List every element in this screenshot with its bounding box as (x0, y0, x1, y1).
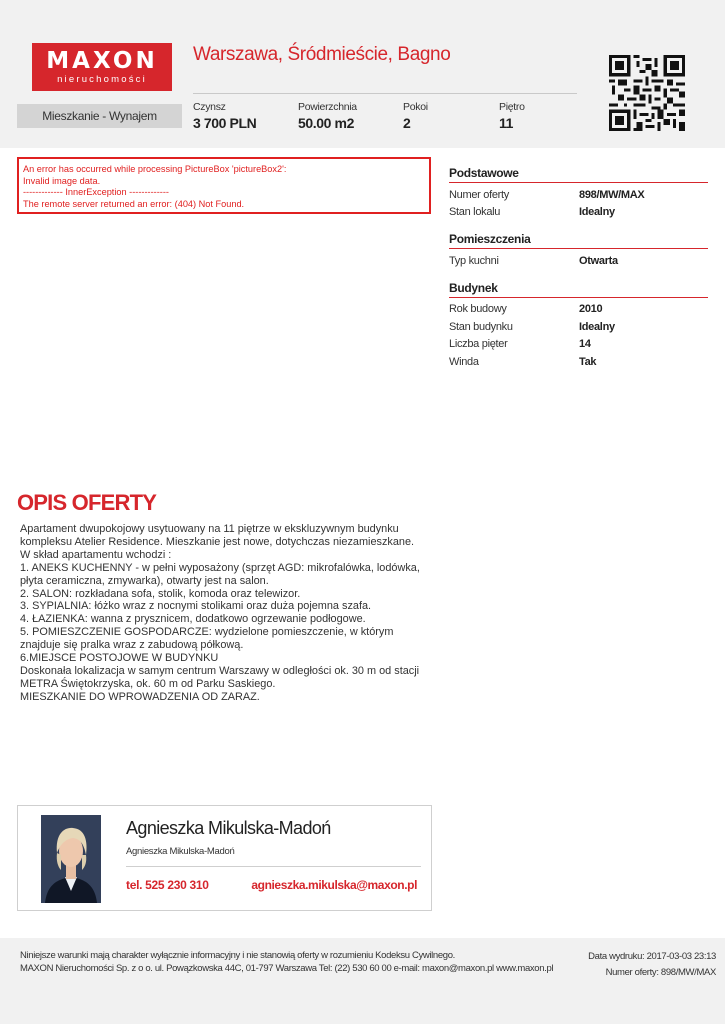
agent-subtitle: Agnieszka Mikulska-Madoń (126, 846, 235, 857)
agent-divider (126, 866, 421, 867)
error-line: ------------- InnerException ------------- (23, 187, 169, 197)
detail-value: Idealny (579, 320, 615, 333)
detail-value: Otwarta (579, 254, 618, 267)
agent-email-link[interactable]: agnieszka.mikulska@maxon.pl (251, 878, 417, 892)
detail-key: Rok budowy (449, 303, 507, 316)
detail-row (449, 252, 708, 270)
qr-code-icon (609, 55, 685, 131)
section-title: Pomieszczenia (449, 232, 708, 249)
stat-value: 11 (499, 115, 513, 131)
detail-value: 2010 (579, 303, 603, 316)
description-line: 4. ŁAZIENKA: wanna z prysznicem, dodatkowo ogrzewanie podłogowe. (20, 613, 366, 626)
detail-row (449, 204, 708, 222)
description-line: W skład apartamentu wchodzi : (20, 548, 172, 561)
logo-brand: MAXON (46, 48, 158, 74)
agent-phone-link[interactable]: tel. 525 230 310 (126, 878, 209, 892)
detail-row (449, 353, 708, 371)
detail-value: 14 (579, 338, 591, 351)
header (0, 0, 725, 148)
section-title: Podstawowe (449, 166, 708, 183)
footer (0, 938, 725, 1024)
section-rooms (449, 232, 708, 270)
section-basic (449, 166, 708, 221)
section-building (449, 281, 708, 371)
detail-row (449, 318, 708, 336)
details-panel (449, 166, 708, 382)
title-divider (193, 93, 577, 94)
detail-key: Typ kuchni (449, 254, 499, 267)
image-error-box (17, 157, 431, 214)
stat-area (298, 101, 357, 131)
stat-label: Czynsz (193, 101, 226, 113)
stat-value: 3 700 PLN (193, 115, 257, 131)
section-title: Budynek (449, 281, 708, 298)
agent-card (17, 805, 432, 911)
description-line: 5. POMIESZCZENIE GOSPODARCZE: wydzielone pomieszczenie, w którym (20, 626, 394, 639)
stat-value: 2 (403, 115, 411, 131)
stat-label: Piętro (499, 101, 525, 113)
description-line: kompleksu Atelier Residence. Mieszkanie jest nowe, dotychczas niezamieszkane. (20, 535, 415, 548)
agent-name: Agnieszka Mikulska-Madoń (126, 818, 331, 838)
description-line: 2. SALON: rozkładana sofa, stolik, komoda oraz telewizor. (20, 587, 301, 600)
stat-value: 50.00 m2 (298, 115, 354, 131)
detail-key: Numer oferty (449, 188, 509, 201)
stat-label: Pokoi (403, 101, 428, 113)
detail-value: Idealny (579, 206, 615, 219)
detail-row (449, 336, 708, 354)
description-line: 3. SYPIALNIA: łóżko wraz z nocnymi stolikami oraz duża pojemna szafa. (20, 600, 372, 613)
description-line: 6.MIEJSCE POSTOJOWE W BUDYNKU (20, 652, 219, 665)
detail-row (449, 186, 708, 204)
maxon-logo (32, 43, 172, 91)
listing-type-badge: Mieszkanie - Wynajem (17, 104, 182, 128)
footer-company: MAXON Nieruchomości Sp. z o o. ul. Powązkowska 44C, 01-797 Warszawa Tel: (22) 530 60 00 e-mail: maxon@maxon.pl www.maxon.pl (20, 963, 554, 974)
agent-photo (41, 815, 101, 903)
detail-key: Stan lokalu (449, 206, 501, 219)
description-line: METRA Świętokrzyska, ok. 60 m od Parku Saskiego. (20, 677, 276, 690)
detail-value: Tak (579, 355, 597, 368)
stat-floor (499, 101, 525, 131)
description-line: Doskonała lokalizacja w samym centrum Warszawy w odległości ok. 30 m od stacji (20, 664, 420, 677)
description-line: Apartament dwupokojowy usytuowany na 11 piętrze w ekskluzywnym budynku (20, 523, 399, 535)
error-line: Invalid image data. (23, 175, 101, 186)
description-line: MIESZKANIE DO WPROWADZENIA OD ZARAZ. (20, 690, 260, 703)
description-line: płyta ceramiczna, zmywarka), otwarty jest na salon. (20, 574, 269, 587)
detail-row (449, 301, 708, 319)
footer-offer-number: Numer oferty: 898/MW/MAX (605, 967, 716, 978)
error-line: The remote server returned an error: (404) Not Found. (23, 198, 245, 209)
description-line: znajduje się pralka wraz z zabudową półkową. (20, 639, 244, 652)
listing-title: Warszawa, Śródmieście, Bagno (193, 44, 451, 65)
detail-key: Stan budynku (449, 320, 513, 333)
stat-rent (193, 101, 256, 131)
description-text (20, 523, 430, 704)
print-date: Data wydruku: 2017-03-03 23:13 (588, 951, 716, 962)
error-line: An error has occurred while processing PictureBox 'pictureBox2': (23, 164, 287, 174)
stat-label: Powierzchnia (298, 101, 357, 113)
detail-key: Winda (449, 355, 479, 368)
footer-disclaimer: Niniejsze warunki mają charakter wyłącznie informacyjny i nie stanowią oferty w rozumieniu Kodeksu Cywilnego. (20, 950, 455, 961)
description-title: OPIS OFERTY (17, 490, 157, 515)
footer-legal (20, 949, 553, 975)
stat-rooms (403, 101, 428, 131)
detail-key: Liczba pięter (449, 338, 508, 351)
description-line: 1. ANEKS KUCHENNY - w pełni wyposażony (sprzęt AGD: mikrofalówka, lodówka, (20, 561, 420, 574)
logo-subtitle: nieruchomości (57, 74, 147, 85)
detail-value: 898/MW/MAX (579, 188, 645, 201)
footer-meta (588, 949, 716, 981)
